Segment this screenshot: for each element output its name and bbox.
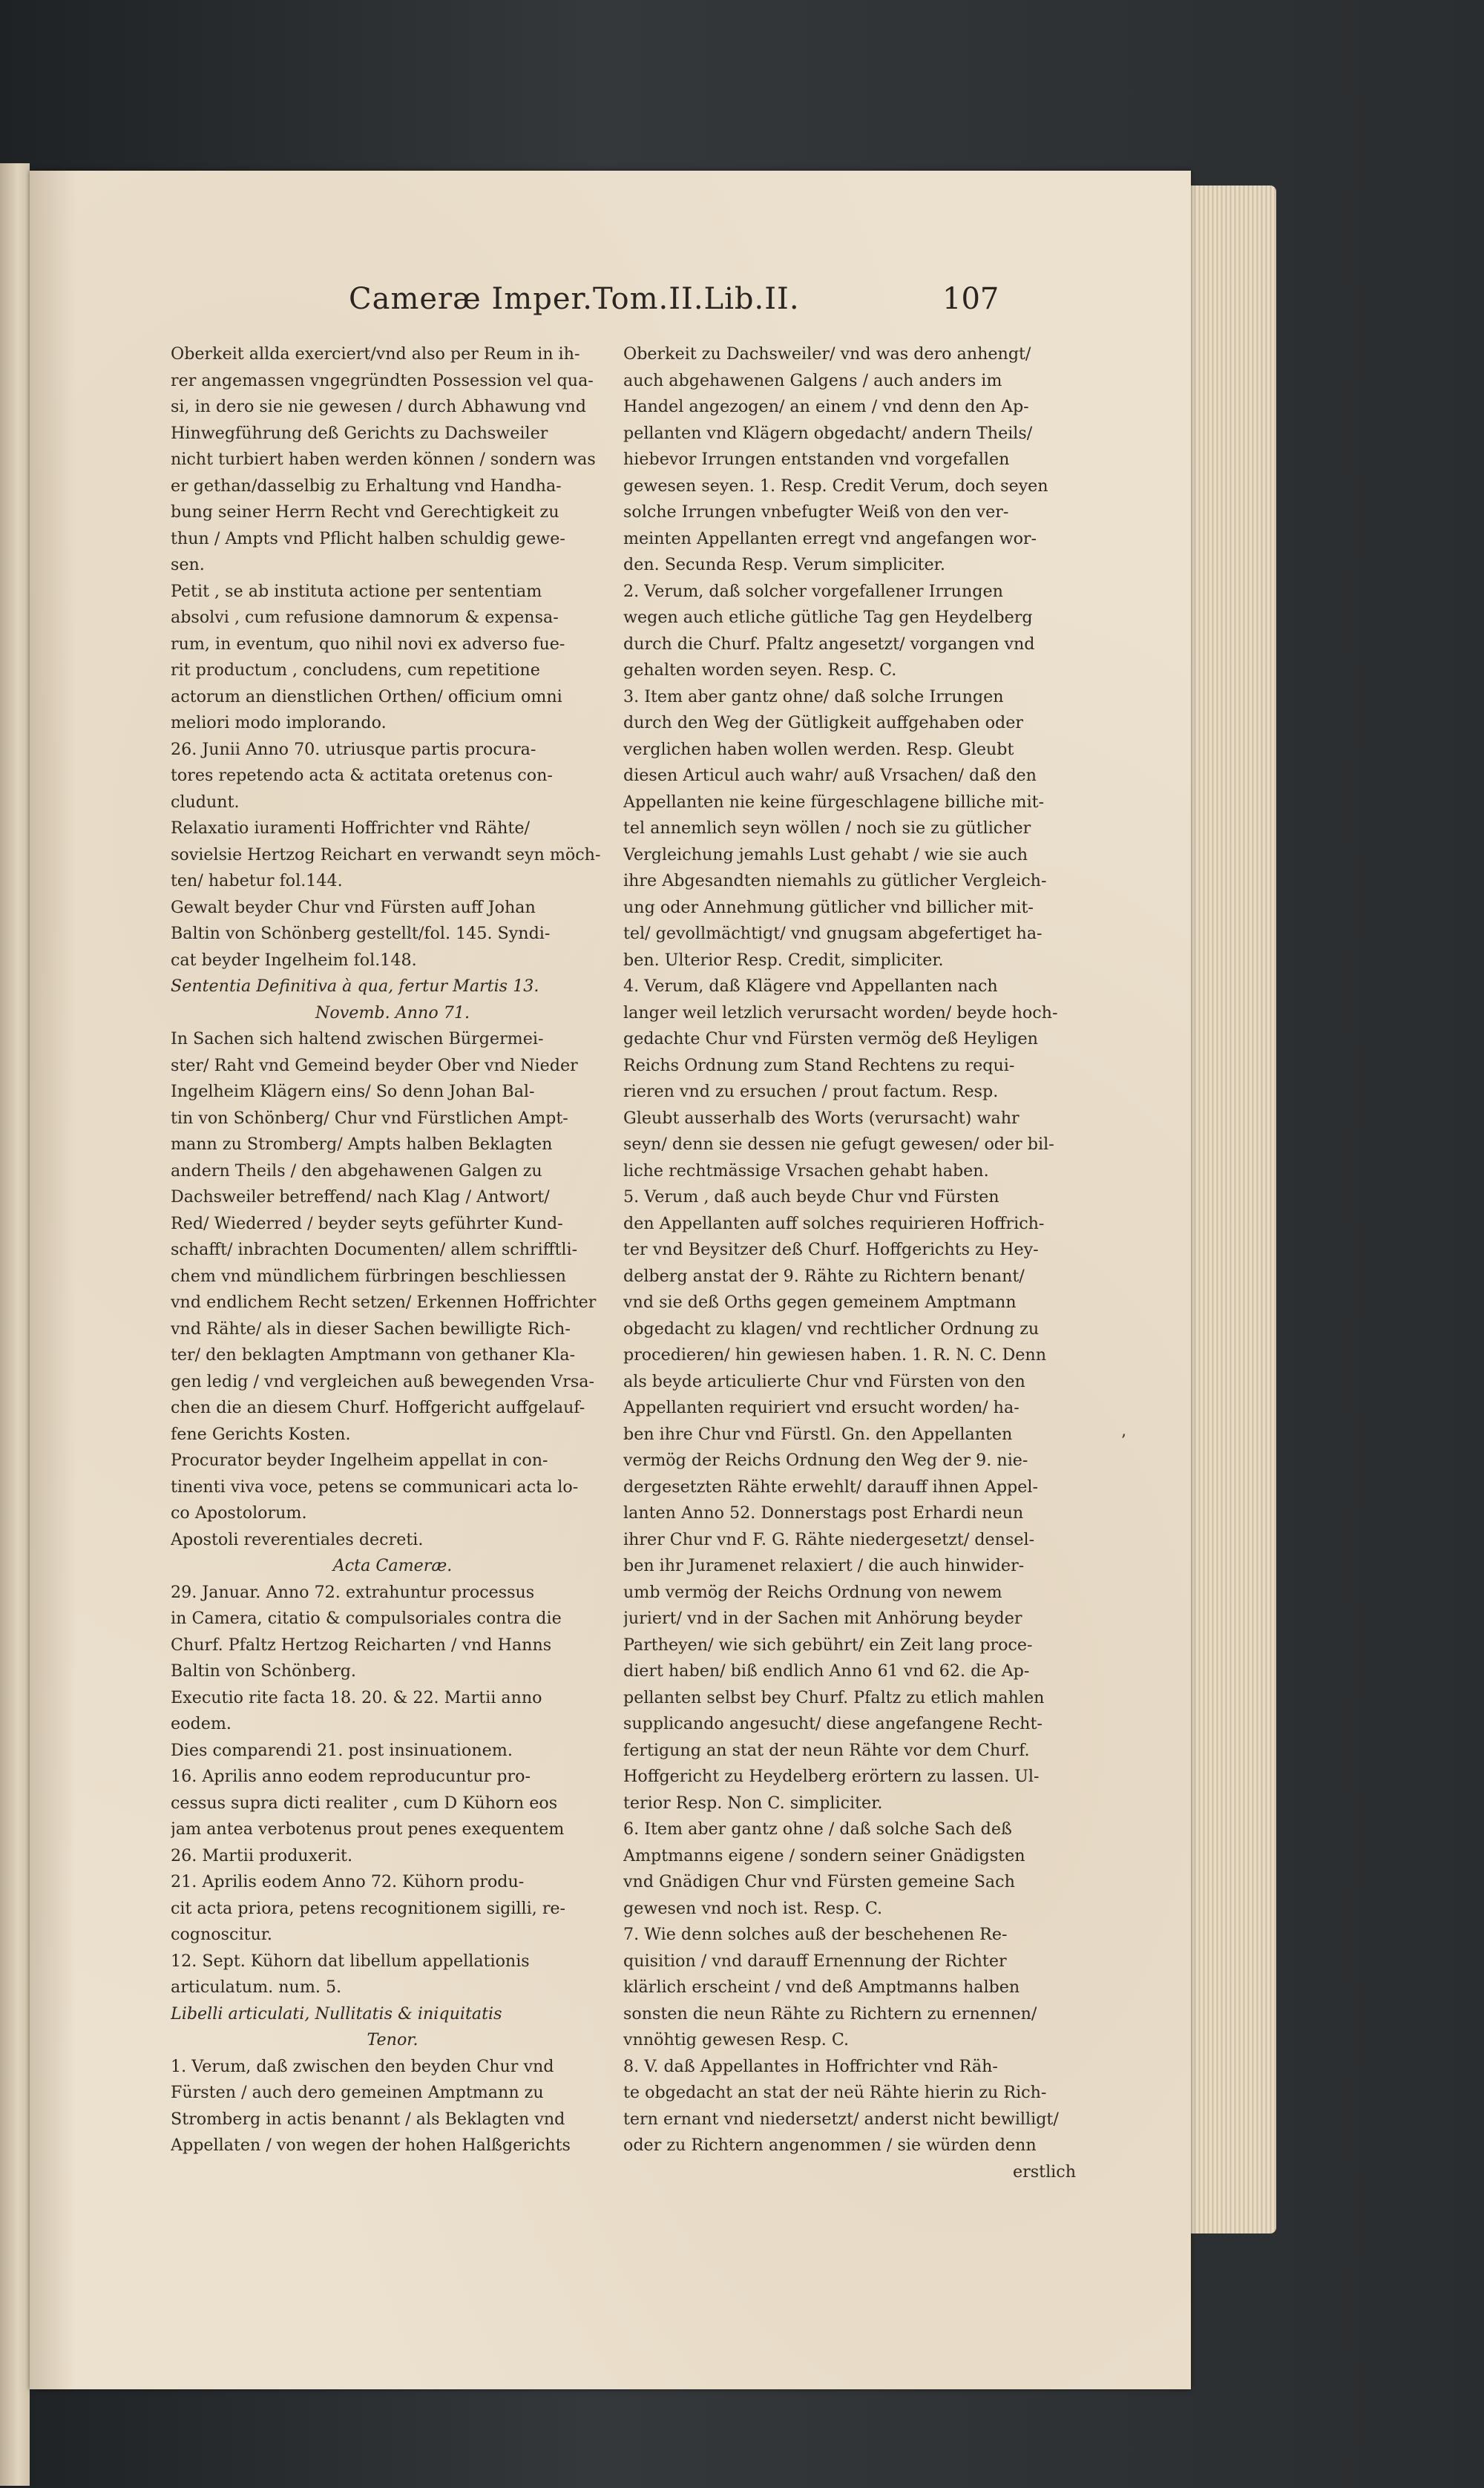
- text-line: 21. Aprilis eodem Anno 72. Kühorn produ-: [171, 1872, 525, 1891]
- text-line: rum, in eventum, quo nihil novi ex adverso fue-: [171, 634, 565, 654]
- text-line: Dachsweiler betreffend/ nach Klag / Antwort/: [171, 1187, 550, 1207]
- text-line: Dies comparendi 21. post insinuationem.: [171, 1740, 513, 1760]
- text-line: quisition / vnd darauff Ernennung der Richter: [623, 1951, 1007, 1971]
- text-line: vnnöhtig gewesen Resp. C.: [623, 2030, 850, 2049]
- text-line: Oberkeit zu Dachsweiler/ vnd was dero anhengt/: [623, 344, 1031, 364]
- text-line: Churf. Pfaltz Hertzog Reicharten / vnd Hanns: [171, 1635, 552, 1655]
- text-line: hiebevor Irrungen entstanden vnd vorgefallen: [623, 450, 1010, 469]
- text-line: eodem.: [171, 1714, 232, 1733]
- text-line: durch den Weg der Gütligkeit auffgehaben oder: [623, 713, 1023, 732]
- text-line: durch die Churf. Pfaltz angesetzt/ vorgangen vnd: [623, 634, 1035, 654]
- text-line: als beyde articulierte Chur vnd Fürsten von den: [623, 1371, 1025, 1391]
- text-line: fene Gerichts Kosten.: [171, 1424, 351, 1444]
- text-line: sen.: [171, 555, 205, 574]
- text-line: absolvi , cum refusione damnorum & expensa-: [171, 608, 559, 627]
- text-line: Hoffgericht zu Heydelberg erörtern zu lassen. Ul-: [623, 1767, 1040, 1786]
- text-line: Sententia Definitiva à qua, fertur Martis 13.: [171, 977, 539, 996]
- text-line: Acta Cameræ.: [332, 1556, 453, 1575]
- text-line: nicht turbiert haben werden können / sondern was: [171, 450, 596, 469]
- text-line: pellanten selbst bey Churf. Pfaltz zu etlich mahlen: [623, 1687, 1045, 1707]
- text-line: ben ihr Juramenet relaxiert / die auch hinwider-: [623, 1556, 1025, 1575]
- text-line: dergesetzten Rähte erwehlt/ darauff ihnen Appel-: [623, 1477, 1038, 1497]
- text-line: diert haben/ biß endlich Anno 61 vnd 62. die Ap-: [623, 1661, 1030, 1681]
- text-line: Appellanten nie keine fürgeschlagene billiche mit-: [623, 792, 1045, 812]
- text-line: thun / Ampts vnd Pflicht halben schuldig gewe-: [171, 528, 565, 548]
- text-line: vnd Gnädigen Chur vnd Fürsten gemeine Sach: [623, 1872, 1015, 1891]
- text-line: obgedacht zu klagen/ vnd rechtlicher Ordnung zu: [623, 1319, 1040, 1339]
- text-line: Hinwegführung deß Gerichts zu Dachsweiler: [171, 423, 548, 443]
- text-line: 4. Verum, daß Klägere vnd Appellanten nach: [623, 977, 998, 996]
- text-line: ster/ Raht vnd Gemeind beyder Ober vnd Nieder: [171, 1055, 578, 1075]
- text-line: Baltin von Schönberg gestellt/fol. 145. Syndi-: [171, 924, 551, 943]
- text-line: Red/ Wiederred / beyder seyts geführter Kund-: [171, 1213, 563, 1233]
- book-page: [30, 171, 1191, 2389]
- text-line: gen ledig / vnd vergleichen auß bewegenden Vrsa-: [171, 1371, 594, 1391]
- text-line: Gewalt beyder Chur vnd Fürsten auff Johan: [171, 897, 536, 917]
- text-line: diesen Articul auch wahr/ auß Vrsachen/ daß den: [623, 766, 1037, 785]
- text-line: andern Theils / den abgehawenen Galgen zu: [171, 1161, 542, 1181]
- text-line: tel annemlich seyn wöllen / noch sie zu gütlicher: [623, 818, 1031, 838]
- page-number: 107: [942, 282, 999, 316]
- text-line: klärlich erscheint / vnd deß Amptmanns halben: [623, 1977, 1020, 1997]
- text-line: meliori modo implorando.: [171, 713, 387, 732]
- text-line: Appellanten requiriert vnd ersucht worden/ ha-: [623, 1398, 1020, 1417]
- text-line: den. Secunda Resp. Verum simpliciter.: [623, 555, 945, 574]
- text-line: Procurator beyder Ingelheim appellat in con-: [171, 1451, 548, 1470]
- text-line: 26. Junii Anno 70. utriusque partis procura-: [171, 739, 536, 759]
- text-line: procedieren/ hin gewiesen haben. 1. R. N. C. Denn: [623, 1345, 1047, 1365]
- text-line: solche Irrungen vnbefugter Weiß von den ver-: [623, 502, 1009, 522]
- text-line: vnd Rähte/ als in dieser Sachen bewilligte Rich-: [171, 1319, 571, 1339]
- text-line: delberg anstat der 9. Rähte zu Richtern benant/: [623, 1266, 1025, 1286]
- text-line: tern ernant vnd niedersetzt/ anderst nicht bewilligt/: [623, 2109, 1059, 2129]
- text-line: pellanten vnd Klägern obgedacht/ andern Theils/: [623, 423, 1033, 443]
- text-line: 16. Aprilis anno eodem reproducuntur pro-: [171, 1767, 531, 1786]
- text-line: Petit , se ab instituta actione per sententiam: [171, 581, 542, 601]
- text-line: ihre Abgesandten niemahls zu gütlicher Vergleich-: [623, 871, 1047, 890]
- text-line: er gethan/dasselbig zu Erhaltung vnd Handha-: [171, 476, 562, 496]
- text-line: si, in dero sie nie gewesen / durch Abhawung vnd: [171, 397, 586, 416]
- text-line: Novemb. Anno 71.: [315, 1002, 470, 1023]
- text-line: Libelli articulati, Nullitatis & iniquitatis: [171, 2003, 502, 2023]
- text-line: auch abgehawenen Galgens / auch anders im: [623, 370, 1002, 390]
- text-line: Stromberg in actis benannt / als Beklagten vnd: [171, 2109, 565, 2129]
- text-line: vermög der Reichs Ordnung den Weg der 9. nie-: [623, 1451, 1028, 1470]
- text-line: cognoscitur.: [171, 1925, 272, 1944]
- text-line: 29. Januar. Anno 72. extrahuntur processus: [171, 1582, 535, 1602]
- text-line: 2. Verum, daß solcher vorgefallener Irrungen: [623, 581, 1003, 601]
- text-line: juriert/ vnd in der Sachen mit Anhörung beyder: [623, 1609, 1022, 1628]
- text-line: in Camera, citatio & compulsoriales contra die: [171, 1609, 562, 1628]
- text-line: chen die an diesem Churf. Hoffgericht auffgelauf-: [171, 1398, 585, 1417]
- facing-page-edge: [0, 163, 30, 2486]
- page-header: [30, 282, 1191, 326]
- margin-mark: ʼ: [1120, 1432, 1126, 1451]
- text-line: supplicando angesucht/ diese angefangene Recht-: [623, 1714, 1043, 1733]
- text-line: vnd endlichem Recht setzen/ Erkennen Hoffrichter: [171, 1293, 597, 1312]
- text-line: sovielsie Hertzog Reichart en verwandt seyn möch-: [171, 844, 601, 864]
- text-line: tinenti viva voce, petens se communicari acta lo-: [171, 1477, 579, 1497]
- text-line: Tenor.: [367, 2030, 418, 2049]
- text-line: 12. Sept. Kühorn dat libellum appellationis: [171, 1951, 530, 1971]
- text-line: ihrer Chur vnd F. G. Rähte niedergesetzt/ densel-: [623, 1529, 1035, 1549]
- text-line: rit productum , concludens, cum repetitione: [171, 660, 540, 680]
- text-line: Reichs Ordnung zum Stand Rechtens zu requi-: [623, 1055, 1015, 1075]
- text-line: Relaxatio iuramenti Hoffrichter vnd Rähte/: [171, 818, 530, 838]
- text-line: Ingelheim Klägern eins/ So denn Johan Bal-: [171, 1082, 535, 1101]
- text-line: rer angemassen vngegründten Possession vel qua-: [171, 370, 594, 390]
- text-line: ben ihre Chur vnd Fürstl. Gn. den Appellanten: [623, 1424, 1013, 1444]
- running-head: Cameræ Imper.Tom.II.Lib.II.: [349, 282, 800, 316]
- text-line: schafft/ inbrachten Documenten/ allem schrifftli-: [171, 1240, 578, 1259]
- text-line: cessus supra dicti realiter , cum D Kühorn eos: [171, 1793, 558, 1813]
- text-line: Apostoli reverentiales decreti.: [171, 1529, 424, 1549]
- text-line: Executio rite facta 18. 20. & 22. Martii anno: [171, 1687, 542, 1707]
- text-line: ten/ habetur fol.144.: [171, 871, 343, 890]
- left-text-column: [171, 341, 614, 2159]
- text-line: Gleubt ausserhalb des Worts (verursacht) wahr: [623, 1108, 1020, 1128]
- text-line: 8. V. daß Appellantes in Hoffrichter vnd Räh-: [623, 2056, 998, 2076]
- text-line: articulatum. num. 5.: [171, 1977, 342, 1997]
- text-line: actorum an dienstlichen Orthen/ officium omni: [171, 686, 562, 706]
- text-line: cludunt.: [171, 792, 240, 812]
- text-line: 6. Item aber gantz ohne / daß solche Sach deß: [623, 1819, 1012, 1839]
- text-line: ter/ den beklagten Amptmann von gethaner Kla-: [171, 1345, 576, 1365]
- text-line: sonsten die neun Rähte zu Richtern zu ernennen/: [623, 2003, 1037, 2023]
- text-line: langer weil letzlich verursacht worden/ beyde hoch-: [623, 1002, 1058, 1023]
- text-line: 1. Verum, daß zwischen den beyden Chur vnd: [171, 2056, 554, 2076]
- text-line: den Appellanten auff solches requirieren Hoffrich-: [623, 1213, 1045, 1233]
- text-line: bung seiner Herrn Recht vnd Gerechtigkeit zu: [171, 502, 559, 522]
- text-line: gewesen seyen. 1. Resp. Credit Verum, doch seyen: [623, 476, 1048, 496]
- text-line: Amptmanns eigene / sondern seiner Gnädigsten: [623, 1845, 1025, 1865]
- text-line: Baltin von Schönberg.: [171, 1661, 356, 1681]
- text-line: fertigung an stat der neun Rähte vor dem Churf.: [623, 1740, 1030, 1760]
- text-line: vnd sie deß Orths gegen gemeinem Amptmann: [623, 1293, 1017, 1312]
- text-line: tores repetendo acta & actitata oretenus con-: [171, 766, 553, 785]
- text-line: Partheyen/ wie sich gebührt/ ein Zeit lang proce-: [623, 1635, 1033, 1655]
- text-line: 26. Martii produxerit.: [171, 1845, 353, 1865]
- text-line: Oberkeit allda exerciert/vnd also per Reum in ih-: [171, 344, 580, 364]
- text-line: jam antea verbotenus prout penes exequentem: [171, 1819, 565, 1839]
- text-line: ter vnd Beysitzer deß Churf. Hoffgerichts zu Hey-: [623, 1240, 1039, 1259]
- text-line: 7. Wie denn solches auß der beschehenen Re-: [623, 1925, 1008, 1944]
- text-line: rieren vnd zu ersuchen / prout factum. Resp.: [623, 1082, 999, 1101]
- text-line: verglichen haben wollen werden. Resp. Gleubt: [623, 739, 1014, 759]
- text-line: seyn/ denn sie dessen nie gefugt gewesen/ oder bil-: [623, 1135, 1054, 1154]
- text-line: co Apostolorum.: [171, 1503, 307, 1523]
- text-line: chem vnd mündlichem fürbringen beschliessen: [171, 1266, 566, 1286]
- text-line: ben. Ulterior Resp. Credit, simpliciter.: [623, 950, 944, 970]
- text-line: erstlich: [1013, 2162, 1076, 2182]
- text-line: Appellaten / von wegen der hohen Halßgerichts: [171, 2136, 571, 2155]
- page-edges-stack: [1187, 186, 1276, 2233]
- text-line: liche rechtmässige Vrsachen gehabt haben.: [623, 1161, 989, 1181]
- text-line: In Sachen sich haltend zwischen Bürgermei-: [171, 1029, 544, 1048]
- text-line: tel/ gevollmächtigt/ vnd gnugsam abgefertiget ha-: [623, 924, 1043, 943]
- text-line: ung oder Annehmung gütlicher vnd billicher mit-: [623, 897, 1034, 917]
- text-line: wegen auch etliche gütliche Tag gen Heydelberg: [623, 608, 1033, 627]
- text-line: terior Resp. Non C. simpliciter.: [623, 1793, 883, 1813]
- text-line: oder zu Richtern angenommen / sie würden denn: [623, 2136, 1037, 2155]
- text-line: tin von Schönberg/ Chur vnd Fürstlichen Ampt-: [171, 1108, 568, 1128]
- text-line: Fürsten / auch dero gemeinen Amptmann zu: [171, 2083, 544, 2102]
- text-line: te obgedacht an stat der neü Rähte hierin zu Rich-: [623, 2083, 1047, 2102]
- text-line: meinten Appellanten erregt vnd angefangen wor-: [623, 528, 1037, 548]
- right-text-column: [623, 341, 1076, 2185]
- text-line: cit acta priora, petens recognitionem sigilli, re-: [171, 1898, 566, 1918]
- text-line: gehalten worden seyen. Resp. C.: [623, 660, 897, 680]
- text-line: cat beyder Ingelheim fol.148.: [171, 950, 417, 970]
- text-line: gewesen vnd noch ist. Resp. C.: [623, 1898, 883, 1918]
- text-line: umb vermög der Reichs Ordnung von newem: [623, 1582, 1002, 1602]
- text-line: lanten Anno 52. Donnerstags post Erhardi neun: [623, 1503, 1024, 1523]
- text-line: Handel angezogen/ an einem / vnd denn den Ap-: [623, 397, 1029, 416]
- text-line: Vergleichung jemahls Lust gehabt / wie sie auch: [623, 844, 1028, 864]
- text-line: 5. Verum , daß auch beyde Chur vnd Fürsten: [623, 1187, 999, 1207]
- text-line: 3. Item aber gantz ohne/ daß solche Irrungen: [623, 686, 1004, 706]
- text-line: gedachte Chur vnd Fürsten vermög deß Heyligen: [623, 1029, 1038, 1048]
- text-line: mann zu Stromberg/ Ampts halben Beklagten: [171, 1135, 553, 1154]
